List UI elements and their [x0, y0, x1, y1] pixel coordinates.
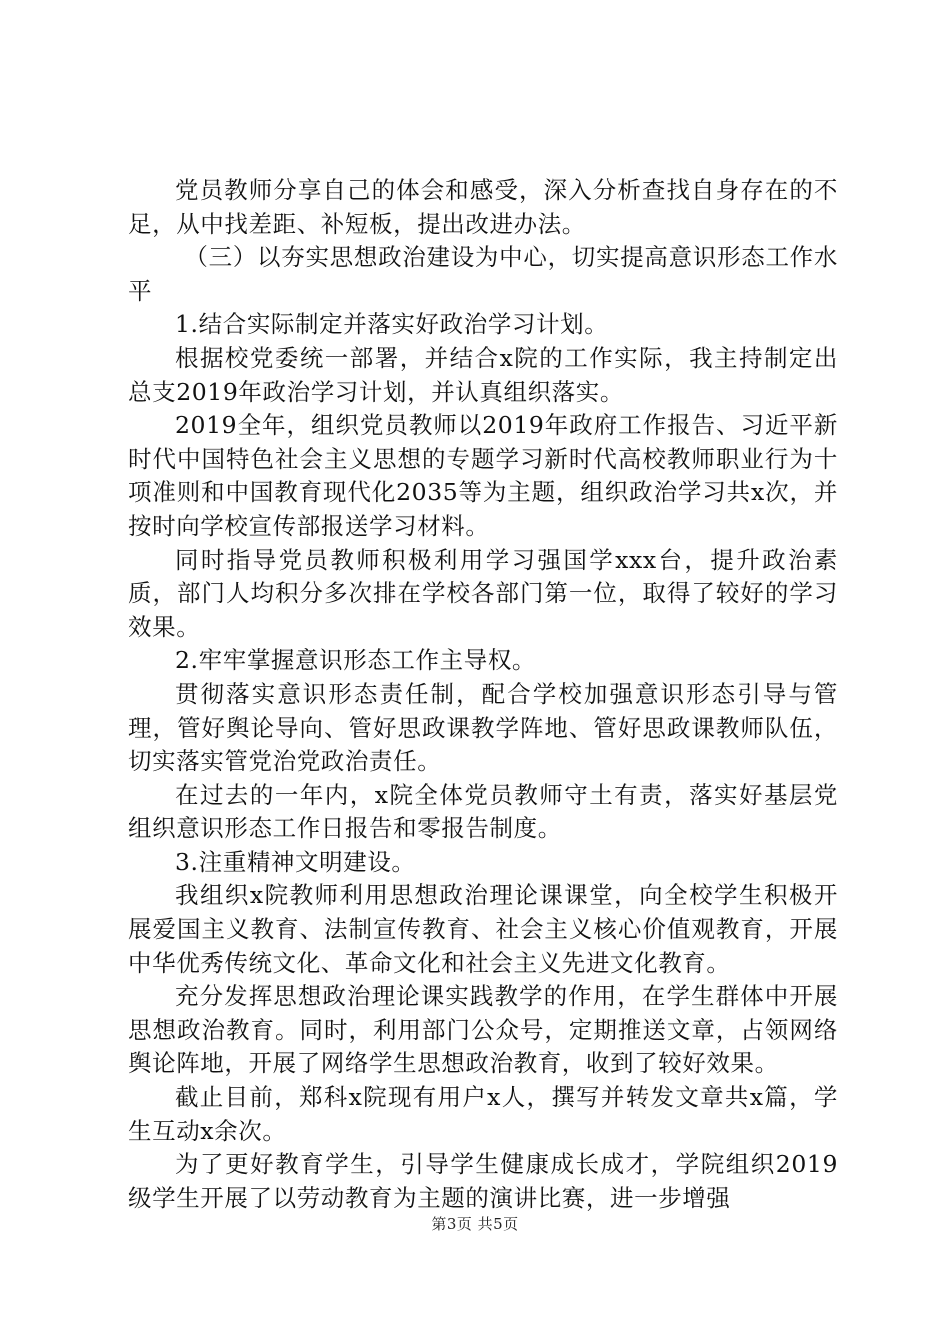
paragraph: 党员教师分享自己的体会和感受，深入分析查找自身存在的不足，从中找差距、补短板，提出改进办法。	[128, 176, 838, 238]
paragraph: 截止目前，郑科x院现有用户x人，撰写并转发文章共x篇，学生互动x余次。	[128, 1083, 838, 1145]
paragraph: 贯彻落实意识形态责任制，配合学校加强意识形态引导与管理，管好舆论导向、管好思政课教学阵地、管好思政课教师队伍，切实落实管党治党政治责任。	[128, 679, 838, 776]
numbered-heading: 3.注重精神文明建设。	[175, 847, 416, 876]
paragraph: 充分发挥思想政治理论课实践教学的作用，在学生群体中开展思想政治教育。同时，利用部门公众号，定期推送文章，占领网络舆论阵地，开展了网络学生思想政治教育，收到了较好效果。	[128, 982, 838, 1078]
numbered-heading: 2.牢牢掌握意识形态工作主导权。	[175, 646, 537, 675]
paragraph: 2019全年，组织党员教师以2019年政府工作报告、习近平新时代中国特色社会主义思想的专题学习新时代高校教师职业行为十项准则和中国教育现代化2035等为主题，组织政治学习共x次，并按时向学校宣传部报送学习材料。	[128, 411, 838, 540]
paragraph: 同时指导党员教师积极利用学习强国学xxx台，提升政治素质，部门人均积分多次排在学校各部门第一位，取得了较好的学习效果。	[128, 545, 838, 641]
document-body	[128, 174, 838, 1215]
paragraph: 我组织x院教师利用思想政治理论课课堂，向全校学生积极开展爱国主义教育、法制宣传教育、社会主义核心价值观教育，开展中华优秀传统文化、革命文化和社会主义先进文化教育。	[128, 881, 838, 977]
paragraph: 为了更好教育学生，引导学生健康成长成才，学院组织2019级学生开展了以劳动教育为主题的演讲比赛，进一步增强	[128, 1150, 838, 1212]
section-heading: （三）以夯实思想政治建设为中心，切实提高意识形态工作水平	[128, 243, 838, 305]
page-number-footer: 第3页 共5页	[431, 1215, 519, 1233]
numbered-heading: 1.结合实际制定并落实好政治学习计划。	[175, 310, 609, 339]
paragraph: 在过去的一年内，x院全体党员教师守土有责，落实好基层党组织意识形态工作日报告和零报告制度。	[128, 780, 838, 843]
paragraph: 根据校党委统一部署，并结合x院的工作实际，我主持制定出总支2019年政治学习计划，并认真组织落实。	[128, 343, 838, 406]
